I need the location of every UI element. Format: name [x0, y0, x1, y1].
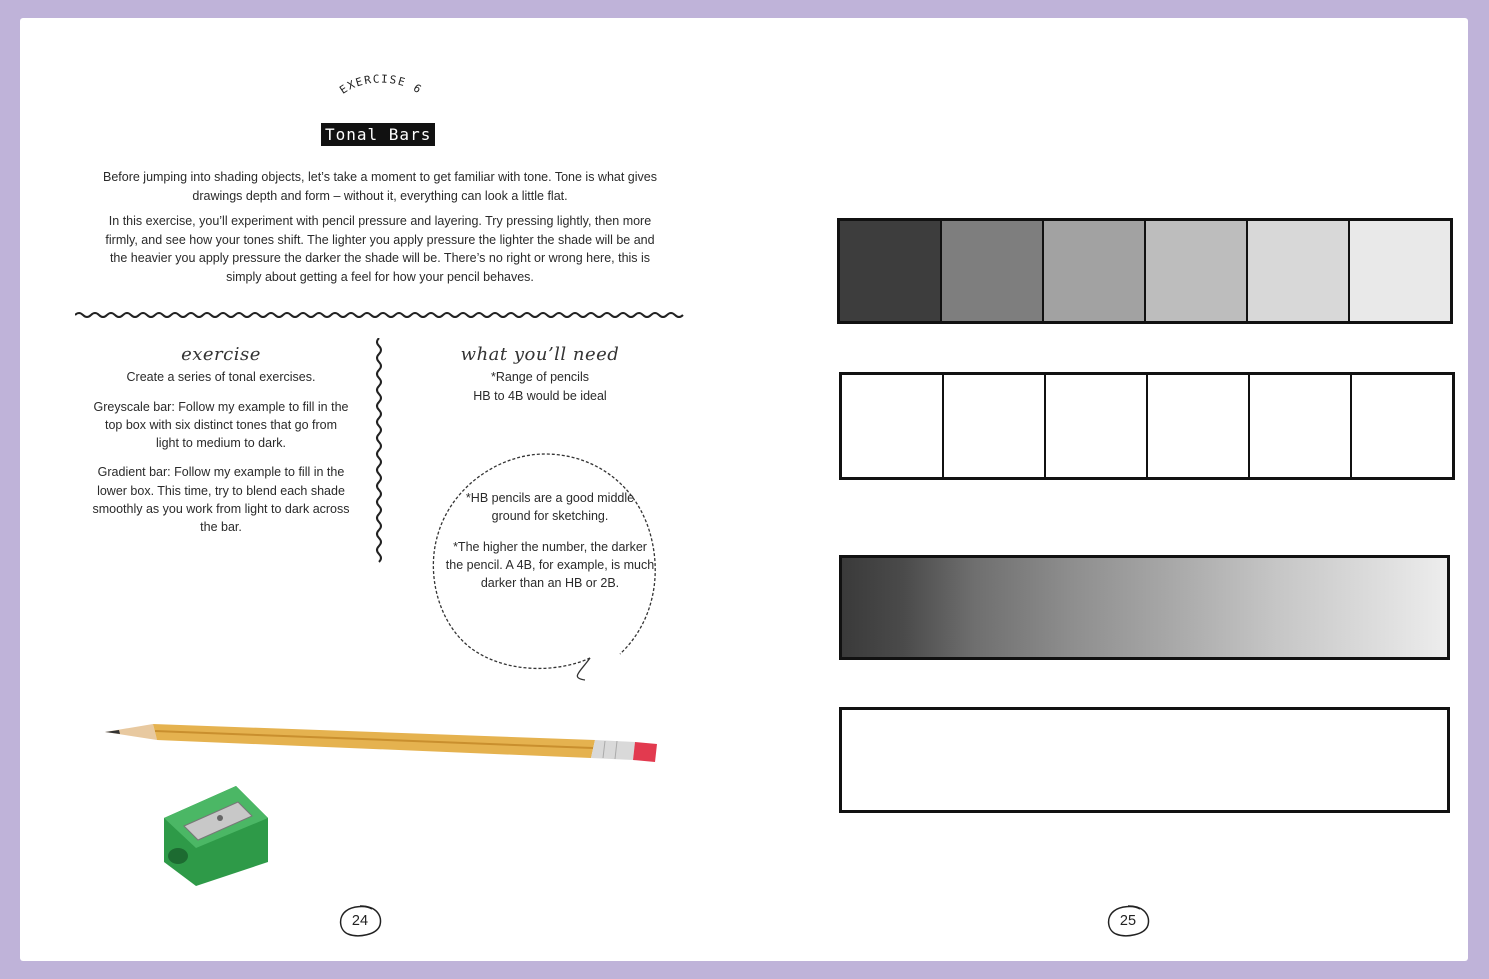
empty-tone-box[interactable] — [1148, 375, 1250, 477]
need-line: *Range of pencils — [491, 370, 589, 385]
bubble-paragraph: *The higher the number, the darker the pencil. A 4B, for example, is much darker than an HB or 2B. — [445, 539, 655, 591]
tone-swatch — [1248, 221, 1350, 321]
exercise-label — [320, 62, 440, 112]
exercise-paragraph: Gradient bar: Follow my example to fill in the lower box. This time, try to blend each shade smoothly as you work from light to dark across the bar. — [92, 465, 350, 535]
intro-text — [98, 168, 662, 293]
tone-swatch — [1350, 221, 1450, 321]
tone-swatch — [942, 221, 1044, 321]
wavy-divider — [75, 308, 687, 322]
empty-tone-box[interactable] — [1046, 375, 1148, 477]
exercise-column — [92, 346, 350, 548]
page-number-label: 24 — [351, 913, 369, 929]
tone-swatch — [1044, 221, 1146, 321]
page-number — [1104, 903, 1152, 939]
exercise-paragraph: Create a series of tonal exercises. — [126, 370, 316, 385]
sharpener-illustration — [156, 778, 274, 890]
page-title: Tonal Bars — [321, 123, 435, 146]
tone-swatch — [1146, 221, 1248, 321]
gradient-bar-example — [839, 555, 1450, 660]
empty-tone-box[interactable] — [1250, 375, 1352, 477]
empty-tone-box[interactable] — [944, 375, 1046, 477]
book-spread — [20, 18, 1468, 961]
exercise-heading: exercise — [181, 344, 261, 365]
bubble-paragraph: *HB pencils are a good middle ground for sketching. — [465, 491, 635, 524]
need-column — [440, 346, 640, 405]
greyscale-bar-example — [837, 218, 1453, 324]
gradient-bar-practice[interactable] — [839, 707, 1450, 813]
page-number — [336, 903, 384, 939]
intro-paragraph: In this exercise, you’ll experiment with pencil pressure and layering. Try pressing lightly, then more firmly, and see how your tones shift. The lighter you apply pressure the lighter the shade will be and the heavier you apply pressure the darker the shade will be. There’s no right or wrong here, this is simply about getting a feel for how your pencil behaves. — [105, 214, 655, 284]
greyscale-bar-practice[interactable] — [839, 372, 1455, 480]
need-line: HB to 4B would be ideal — [473, 388, 607, 403]
bubble-text — [445, 489, 655, 604]
tone-swatch — [840, 221, 942, 321]
page-number-label: 25 — [1119, 913, 1137, 929]
pencil-illustration — [105, 718, 665, 778]
intro-paragraph: Before jumping into shading objects, let’s take a moment to get familiar with tone. Tone is what gives drawings depth and form – without it, everything can look a little flat. — [102, 170, 657, 203]
need-heading: what you’ll need — [460, 344, 620, 365]
empty-tone-box[interactable] — [1352, 375, 1452, 477]
empty-tone-box[interactable] — [842, 375, 944, 477]
svg-text:EXERCISE 6: EXERCISE 6 — [337, 72, 425, 97]
exercise-paragraph: Greyscale bar: Follow my example to fill in the top box with six distinct tones that go from light to medium to dark. — [93, 399, 349, 451]
vertical-divider — [372, 338, 386, 564]
